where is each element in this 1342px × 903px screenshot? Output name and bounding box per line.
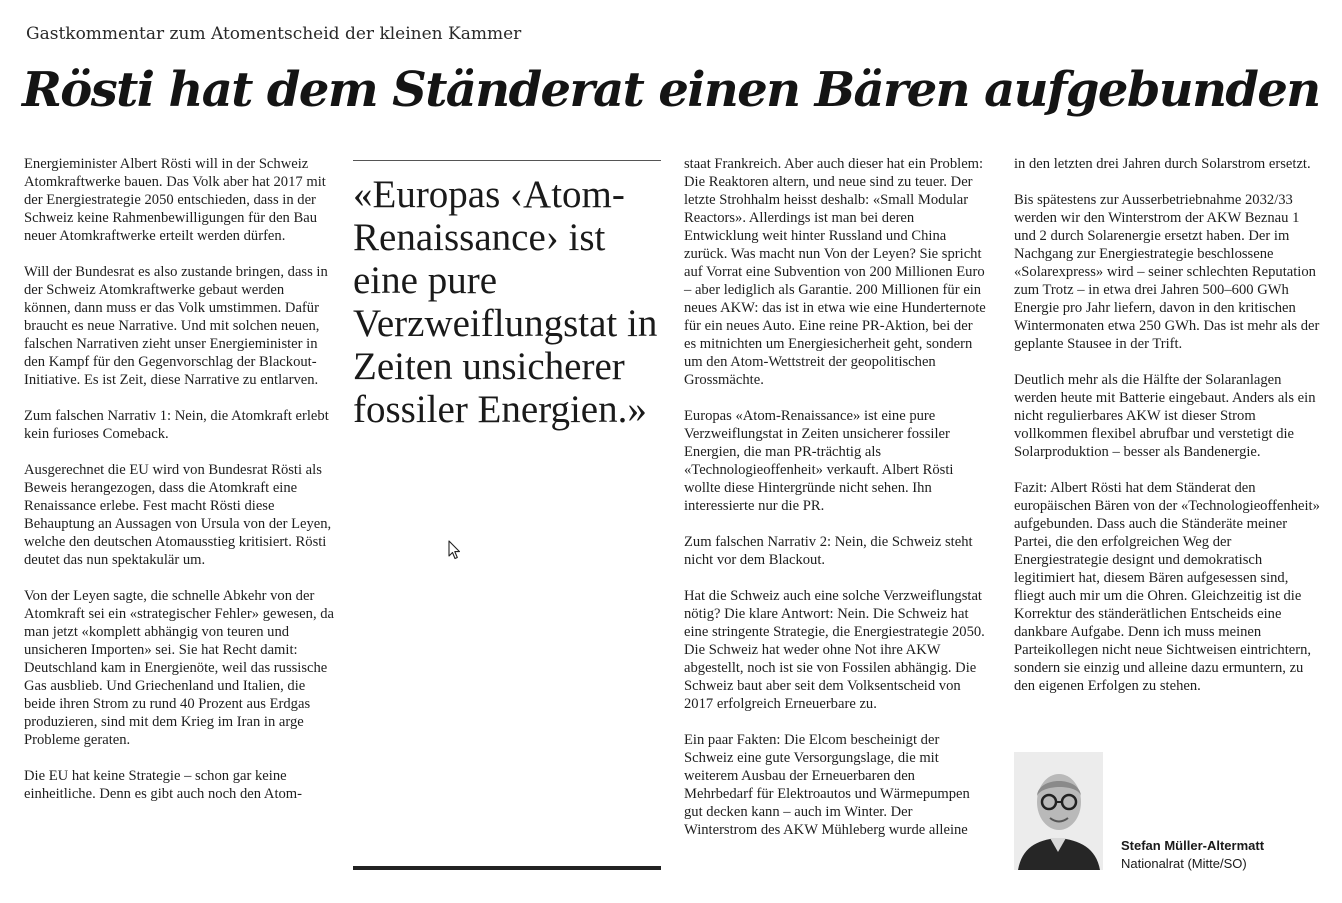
pull-quote-box bbox=[353, 160, 661, 870]
paragraph: Ausgerechnet die EU wird von Bundesrat Rösti als Beweis herangezogen, dass die Atomkraft eine Renaissance erlebe. Fest macht Rösti diese Behauptung an Aussagen von Ursula von der Leyen, welche den deutschen Atomausstieg kritisiert. Rösti deutet das nun spektakulär um. bbox=[24, 462, 332, 568]
mouse-cursor-icon bbox=[448, 540, 462, 560]
paragraph: Hat die Schweiz auch eine solche Verzweiflungstat nötig? Die klare Antwort: Nein. Die Schweiz hat eine stringente Strategie, die Energiestrategie 2050. Die Schweiz hat weder ohne Not ihre AKW abgestellt, noch ist sie von Fossilen abhängig. Die Schweiz baut aber seit dem Volksentscheid von 2017 erfolgreich Erneuerbare zu. bbox=[684, 588, 985, 712]
paragraph: Deutlich mehr als die Hälfte der Solaranlagen werden heute mit Batterie eingebaut. Anders als ein nicht regulierbares AKW ist dieser Strom vollkommen flexibel abrufbar und verstetigt die Solarproduktion – besser als Bandenergie. bbox=[1014, 372, 1316, 460]
author-role: Nationalrat (Mitte/SO) bbox=[1121, 856, 1247, 871]
paragraph: Fazit: Albert Rösti hat dem Ständerat den europäischen Bären von der «Technologieoffenheit» aufgebunden. Dass auch die Ständeräte meiner Partei, die den erfolgreichen Weg der Energiestrategie designt und demokratisch legitimiert hat, diesem Bären aufgesessen sind, fliegt auch mir um die Ohren. Gleichzeitig ist die Korrektur des ständerätlichen Entscheids eine dankbare Aufgabe. Denn ich muss meinen Parteikollegen nicht neue Sichtweisen eintrichtern, sondern sie einzig und alleine dazu ermuntern, zu den eigenen Erfolgen zu stehen. bbox=[1014, 480, 1320, 694]
paragraph: Zum falschen Narrativ 1: Nein, die Atomkraft erlebt kein furioses Comeback. bbox=[24, 408, 329, 442]
paragraph: in den letzten drei Jahren durch Solarstrom ersetzt. bbox=[1014, 156, 1311, 172]
paragraph: Will der Bundesrat es also zustande bringen, dass in der Schweiz Atomkraftwerke gebaut werden können, dann muss er das Volk umstimmen. Dafür braucht es neue Narrative. Und mit solchen neuen, falschen Narrativen zieht unser Energieminister in den Kampf für den Gegenvorschlag der Blackout-Initiative. Es ist Zeit, diese Narrative zu entlarven. bbox=[24, 264, 328, 388]
paragraph: Energieminister Albert Rösti will in der Schweiz Atomkraftwerke bauen. Das Volk aber hat 2017 mit der Energiestrategie 2050 entschieden, dass in der Schweiz keine Rahmenbewilligungen für den Bau neuer Atomkraftwerke erteilt werden dürfen. bbox=[24, 156, 326, 244]
paragraph: Ein paar Fakten: Die Elcom bescheinigt der Schweiz eine gute Versorgungslage, die mit weiterem Ausbau der Erneuerbaren den Mehrbedarf für Elektroautos und Wärmepumpen gut decken kann – auch im Winter. Der Winterstrom des AKW Mühleberg wurde alleine bbox=[684, 732, 970, 838]
paragraph: Europas «Atom-Renaissance» ist eine pure Verzweiflungstat in Zeiten unsicherer fossiler Energien, die man PR-trächtig als «Technologieoffenheit» verkauft. Albert Rösti wollte diese Hintergründe nicht sehen. Ihn interessierte nur die PR. bbox=[684, 408, 954, 514]
article-column-3 bbox=[684, 155, 986, 857]
article-column-4 bbox=[1014, 155, 1320, 713]
author-photo bbox=[1014, 752, 1103, 870]
paragraph: Zum falschen Narrativ 2: Nein, die Schweiz steht nicht vor dem Blackout. bbox=[684, 534, 973, 568]
paragraph: Von der Leyen sagte, die schnelle Abkehr von der Atomkraft sei ein «strategischer Fehler» gewesen, da man jetzt «komplett abhängig von teuren und unsicheren Importen» sei. Sie hat Recht damit: Deutschland kam in Energienöte, weil das russische Gas ausblieb. Und Griechenland und Italien, die beide ihren Strom zu rund 40 Prozent aus Erdgas produzieren, sind mit dem Krieg im Iran in arge Probleme geraten. bbox=[24, 588, 335, 748]
article-column-1 bbox=[24, 155, 334, 821]
paragraph: Die EU hat keine Strategie – schon gar keine einheitliche. Denn es gibt auch noch den Atom- bbox=[24, 768, 303, 802]
paragraph: staat Frankreich. Aber auch dieser hat ein Problem: Die Reaktoren altern, und neue sind zu teuer. Der letzte Strohhalm heisst deshalb: «Small Modular Reactors». Allerdings ist man bei deren Entwicklung weit hinter Russland und China zurück. Was macht nun Von der Leyen? Sie spricht auf Vorrat eine Subvention von 200 Millionen Euro – aber lediglich als Garantie. 200 Millionen für ein neues AKW: das ist in etwa wie eine Hunderternote für ein neues Auto. Eine reine PR-Aktion, bei der es mitnichten um Energiesicherheit geht, sondern um den Atom-Wettstreit der geopolitischen Grossmächte. bbox=[684, 156, 986, 388]
author-name: Stefan Müller-Altermatt bbox=[1121, 838, 1265, 853]
paragraph: Bis spätestens zur Ausserbetriebnahme 2032/33 werden wir den Winterstrom der AKW Beznau 1 und 2 durch Solarenergie ersetzt haben. Der im Nachgang zur Energiestrategie beschlossene «Solarexpress» wird – seiner schlechten Reputation zum Trotz – in etwa drei Jahren 500–600 GWh Energie pro Jahr liefern, davon in den kritischen Wintermonaten etwa 250 GWh. Das ist mehr als der geplante Stausee in der Trift. bbox=[1014, 192, 1320, 352]
article-headline: Rösti hat dem Ständerat einen Bären aufgebunden bbox=[22, 62, 1320, 118]
pull-quote: «Europas ‹Atom-Renaissance› ist eine pure Verzweiflungstat in Zeiten unsicherer fossiler Energien.» bbox=[353, 173, 658, 431]
article-kicker: Gastkommentar zum Atomentscheid der kleinen Kammer bbox=[26, 24, 522, 44]
